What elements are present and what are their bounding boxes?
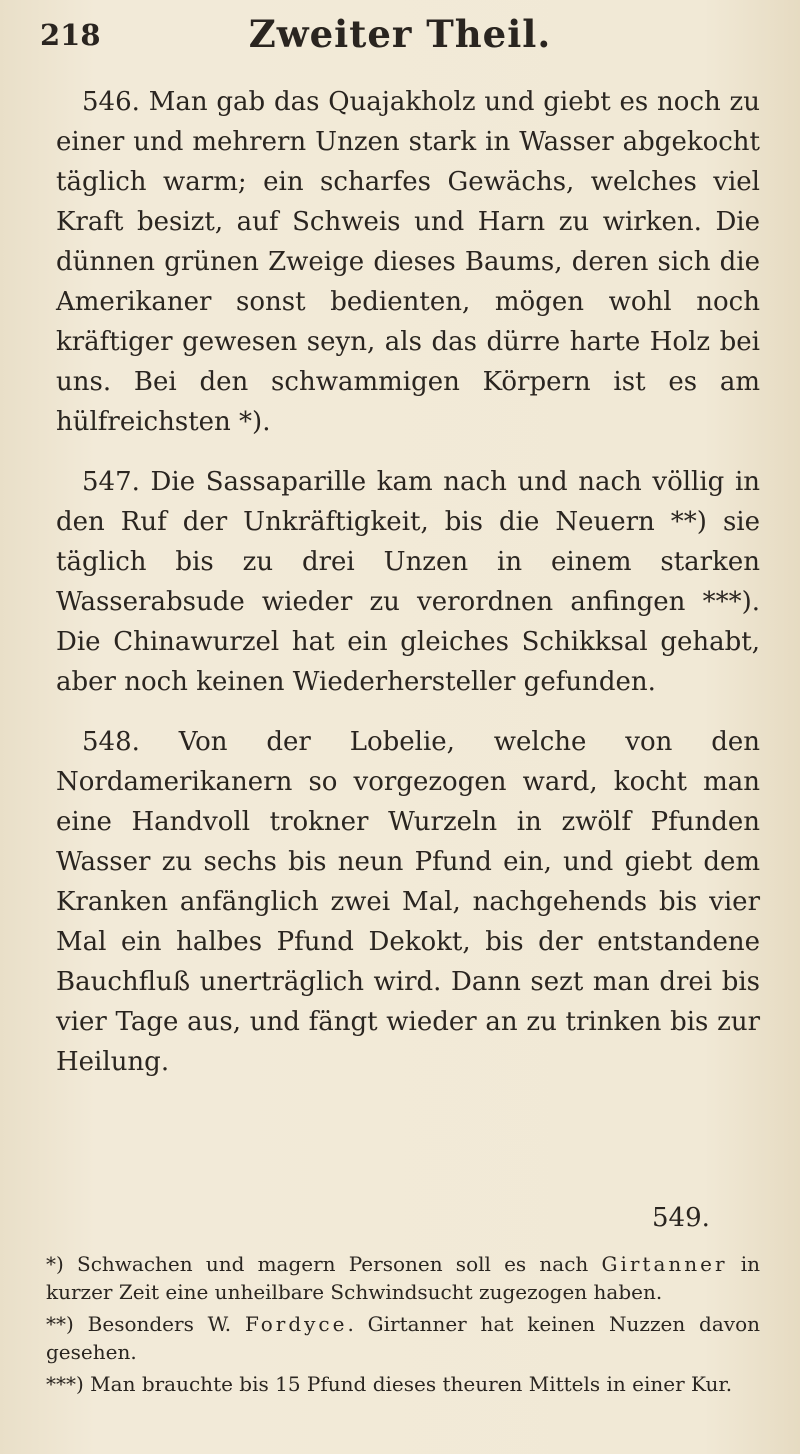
footnote-text: Man brauchte bis 15 Pfund dieses theuren Mittels in einer Kur. bbox=[90, 1372, 733, 1396]
paragraph-546 bbox=[56, 82, 760, 442]
footnote-text: Schwachen und magern Personen soll es nach bbox=[77, 1252, 602, 1276]
footnote-author: Fordyce bbox=[244, 1312, 348, 1336]
footnote-1 bbox=[46, 1250, 760, 1306]
paragraph-number: 546. bbox=[82, 87, 140, 117]
paragraph-number: 547. bbox=[82, 467, 140, 497]
paragraph-text: Von der Lobelie, welche von den Nordamerikanern so vorgezogen ward, kocht man eine Handvoll trokner Wurzeln in zwölf Pfunden Wasser zu sechs bis neun Pfund ein, und giebt dem Kranken anfänglich zwei Mal, nachgehends bis vier Mal ein halbes Pfund Dekokt, bis der entstandene Bauchfluß unerträglich wird. Dann sezt man drei bis vier Tage aus, und fängt wieder an zu trinken bis zur Heilung. bbox=[56, 727, 760, 1077]
footnote-text-end: in kurzer Zeit eine unheilbare Schwindsucht zugezogen haben. bbox=[46, 1252, 761, 1304]
page-header bbox=[40, 12, 760, 56]
paragraph-number: 548. bbox=[82, 727, 140, 757]
footnote-mark: *) bbox=[46, 1252, 64, 1276]
footnote-2 bbox=[46, 1310, 760, 1366]
footnote-text-end: . Girtanner hat keinen Nuzzen davon gesehen. bbox=[46, 1312, 760, 1364]
footnotes bbox=[46, 1250, 760, 1402]
paragraph-548 bbox=[56, 722, 760, 1082]
catchword: 549. bbox=[652, 1203, 710, 1233]
page-number: 218 bbox=[40, 18, 101, 52]
footnote-3 bbox=[46, 1370, 760, 1398]
footnote-author: Girtanner bbox=[601, 1252, 728, 1276]
main-text bbox=[56, 82, 760, 1102]
paragraph-text: Die Sassaparille kam nach und nach völlig in den Ruf der Unkräftigkeit, bis die Neuern **) sie täglich bis zu drei Unzen in einem starken Wasserabsude wieder zu verordnen anfingen ***). Die Chinawurzel hat ein gleiches Schikksal gehabt, aber noch keinen Wiederhersteller gefunden. bbox=[56, 467, 761, 697]
running-head: Zweiter Theil. bbox=[248, 12, 552, 56]
footnote-mark: ***) bbox=[46, 1372, 84, 1396]
footnote-mark: **) bbox=[46, 1312, 74, 1336]
paragraph-text: Man gab das Quajakholz und giebt es noch zu einer und mehrern Unzen stark in Wasser abgekocht täglich warm; ein scharfes Gewächs, welches viel Kraft besizt, auf Schweis und Harn zu wirken. Die dünnen grünen Zweige dieses Baums, deren sich die Amerikaner sonst bedienten, mögen wohl noch kräftiger gewesen seyn, als das dürre harte Holz bei uns. Bei den schwammigen Körpern ist es am hülfreichsten *). bbox=[56, 87, 760, 437]
paragraph-547 bbox=[56, 462, 760, 702]
footnote-text: Besonders W. bbox=[87, 1312, 245, 1336]
